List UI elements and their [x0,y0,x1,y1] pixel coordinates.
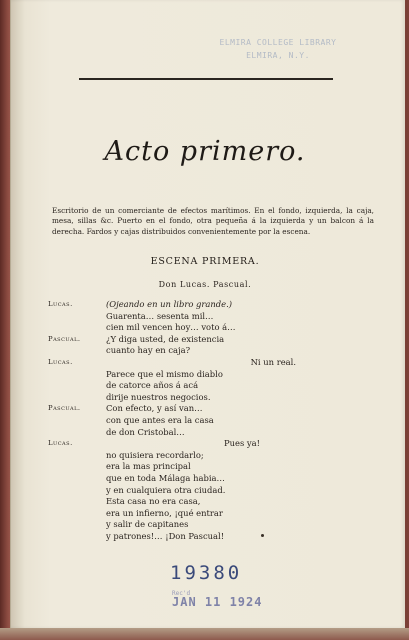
book-bottom-edge [0,628,409,640]
header-rule [79,78,333,80]
stamp-line-2: ELMIRA, N.Y. [246,51,310,60]
speech-lines [106,334,358,357]
speech-line: y patrones!… ¡Don Pascual! [106,530,225,541]
dialogue-entry [48,357,358,403]
speech-line: (Ojeando en un libro grande.) [106,299,233,309]
speech-line: Guarenta… sesenta mil… [106,310,214,321]
speaker-name: Pascual. [48,404,81,413]
speech-line: Con efecto, y así van… [106,403,203,414]
speech-line: ¿Y diga usted, de existencia [106,333,225,344]
stage-description: Escritorio de un comerciante de efectos marítimos. En el fondo, izquierda, la caja, mesa, sillas &c. Puerto en el fondo, otra pequeña á la izquierda y un balcon á la derecha. Fardos y cajas distribuidos convenientemente por la escena. [52,206,374,236]
speech-line: Pues ya! [223,438,260,449]
dialogue [48,299,358,542]
speech-line: con que antes era la casa [106,414,214,425]
date-stamp-label: Rec'd [172,590,191,597]
dialogue-entry [48,334,358,357]
date-stamp-date: JAN 11 1924 [172,595,263,609]
stamp-line-1: ELMIRA COLLEGE LIBRARY [219,38,337,47]
speech-line: dirije nuestros negocios. [106,391,211,402]
speech-line: Ni un real. [250,356,296,367]
speech-line: cuanto hay en caja? [106,345,191,356]
ink-dot [261,534,264,537]
speech-line: cien mil vencen hoy… voto á… [106,322,236,333]
speech-line: y salir de capitanes [106,519,189,530]
speech-lines [106,357,358,403]
speech-line: que en toda Málaga habia… [106,472,225,483]
speech-lines [106,299,358,334]
library-ownership-stamp [203,36,353,62]
speaker-name: Lucas. [48,439,73,448]
received-date-stamp [172,590,292,609]
speech-lines [106,403,358,438]
speech-line: era un infierno, ¡qué entrar [106,507,223,518]
cast-list: Don Lucas. Pascual. [158,280,252,289]
speech-line: de don Cristobal… [106,426,185,437]
speech-line: y en cualquiera otra ciudad. [106,484,226,495]
speech-line: Esta casa no era casa, [106,496,201,507]
act-title: Acto primero. [104,136,306,167]
speaker-name: Pascual. [48,334,81,343]
speech-lines [106,438,358,542]
speaker-name: Lucas. [48,300,73,308]
dialogue-entry [48,403,358,438]
dialogue-entry [48,299,358,334]
speech-line: no quisiera recordarlo; [106,449,204,460]
dialogue-entry [48,438,358,542]
speech-line: Parece que el mismo diablo [106,368,223,379]
scene-title: ESCENA PRIMERA. [150,256,260,267]
speech-line: de catorce años á acá [106,380,199,391]
speaker-name: Lucas. [48,357,73,366]
speech-line: era la mas principal [106,461,191,472]
handwritten-accession-number: 19380 [170,562,243,584]
